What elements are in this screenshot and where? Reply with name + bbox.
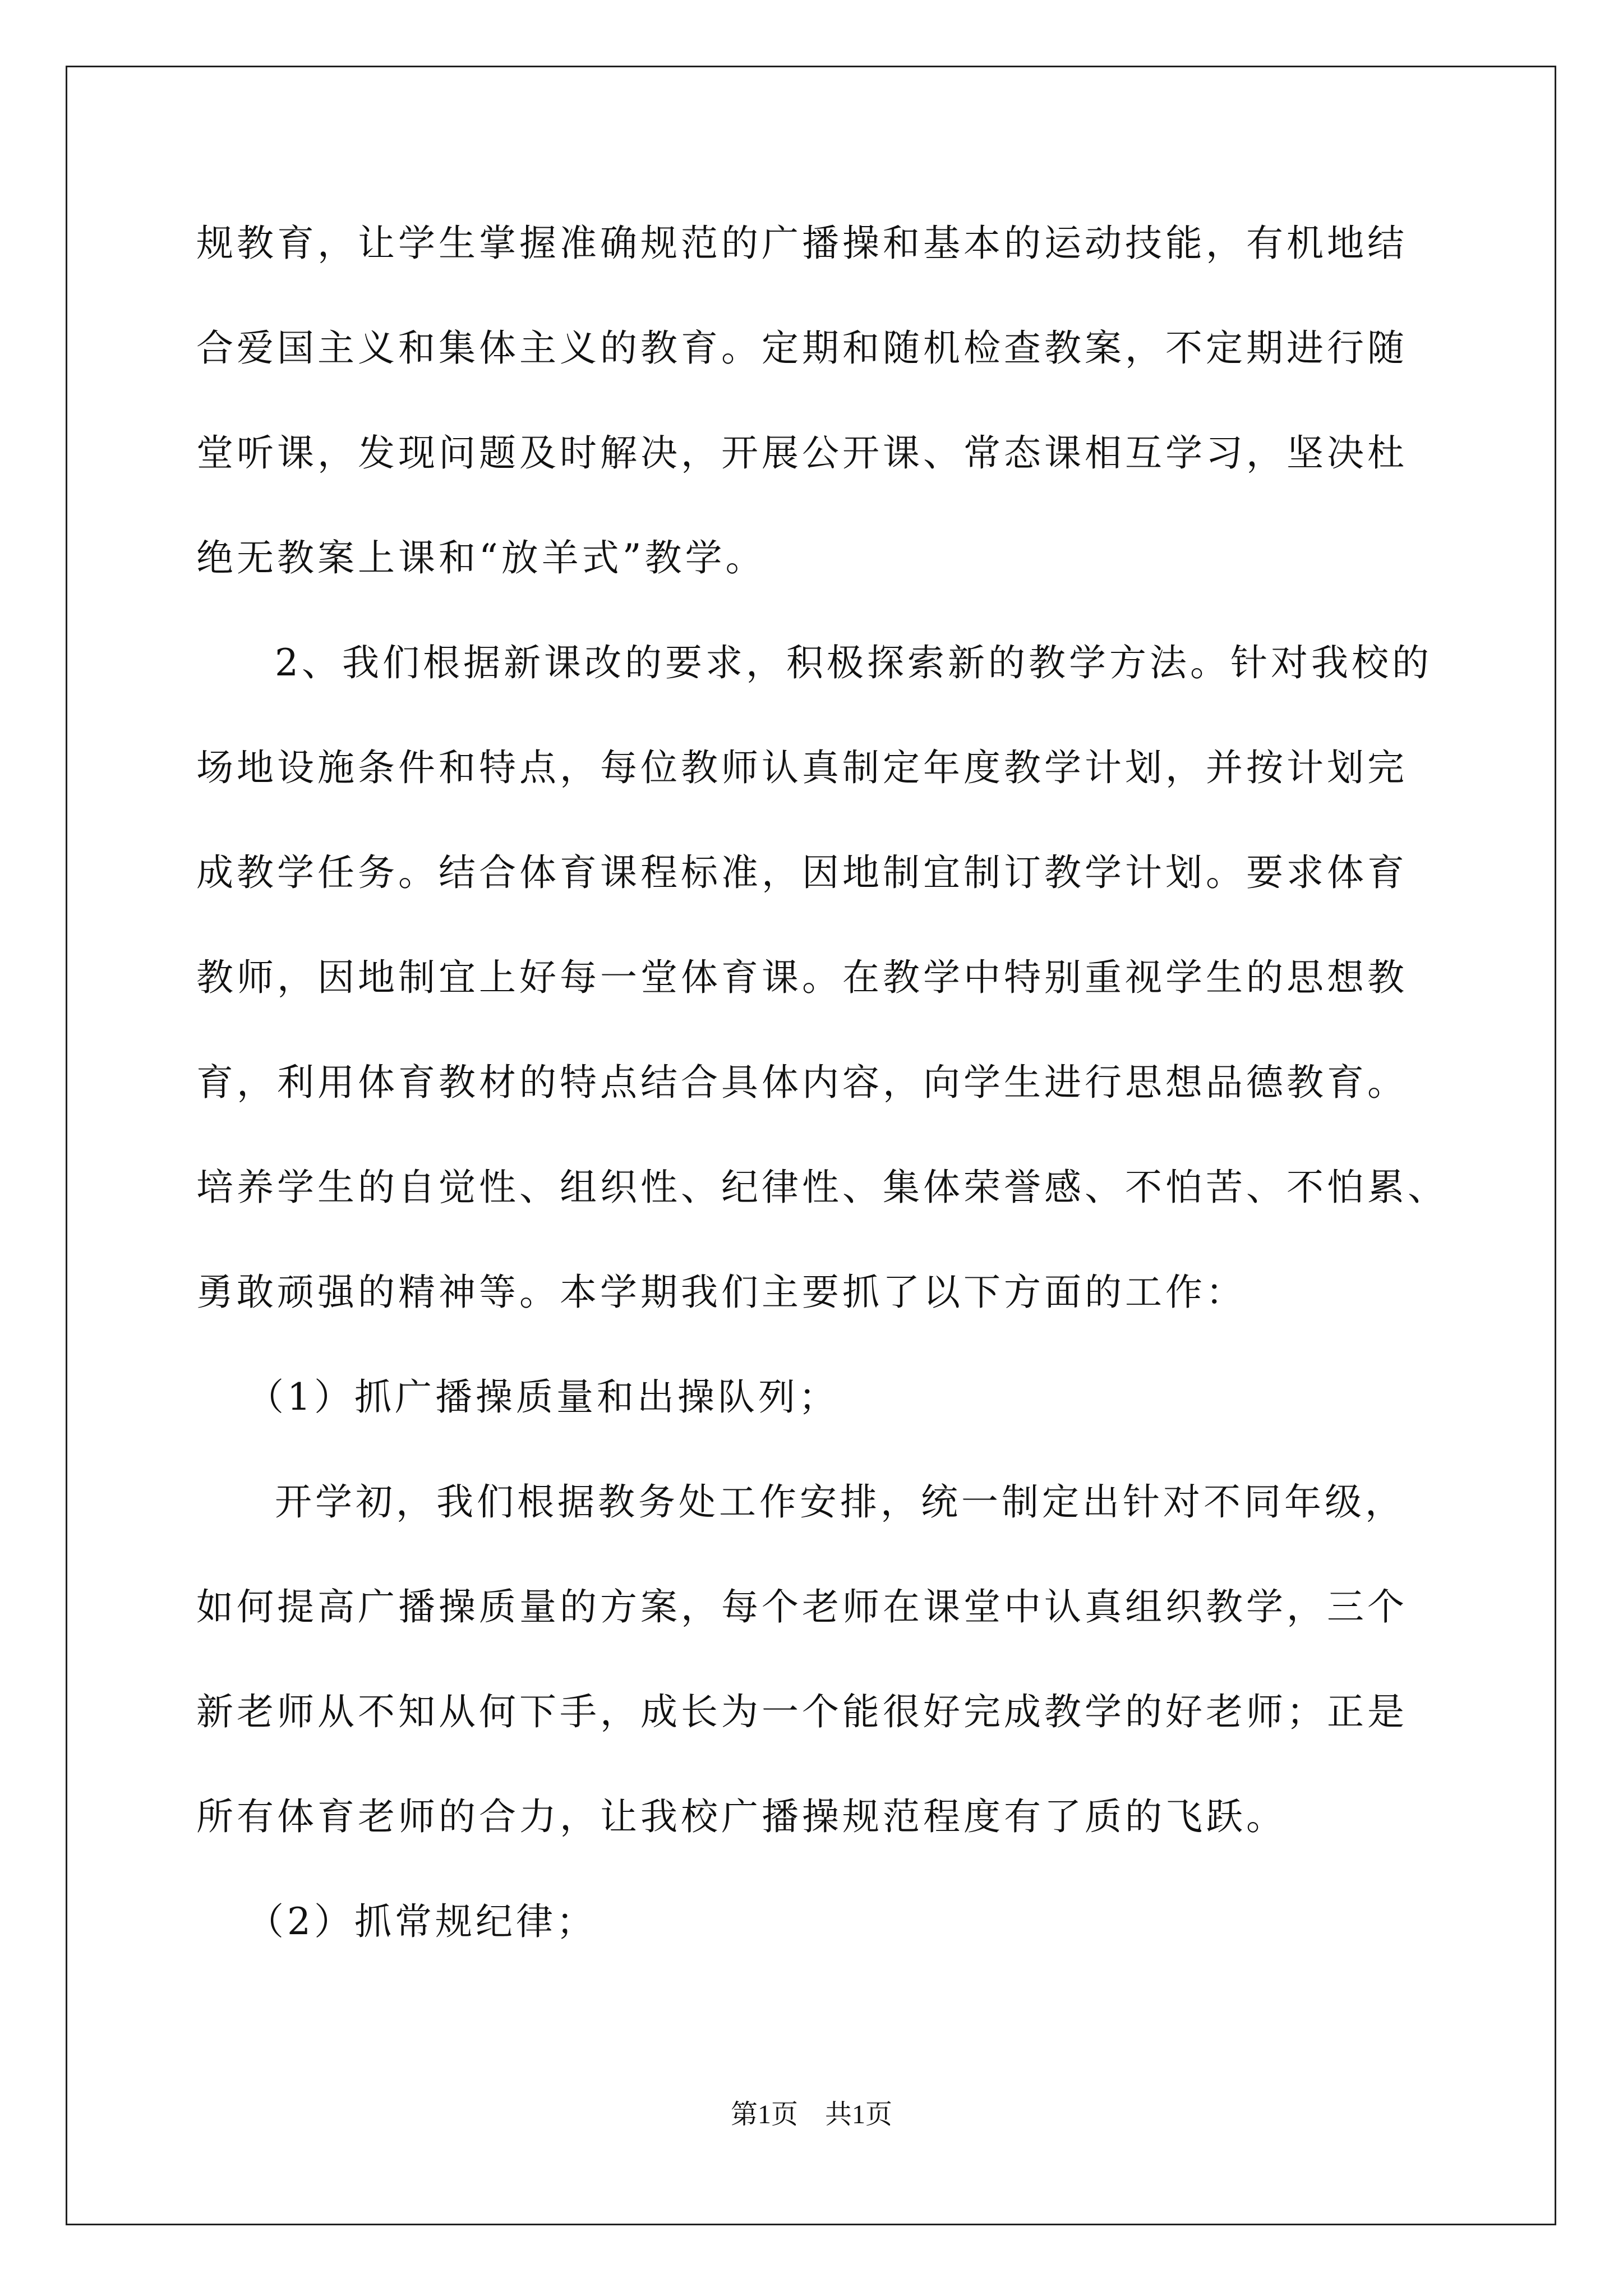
body-line: 规教育，让学生掌握准确规范的广播操和基本的运动技能，有机地结 — [196, 222, 1408, 265]
body-line: 开学初，我们根据教务处工作安排，统一制定出针对不同年级， — [275, 1480, 1405, 1524]
body-line: 教师，因地制宜上好每一堂体育课。在教学中特别重视学生的思想教 — [196, 956, 1408, 999]
section-heading: （2）抓常规纪律； — [247, 1900, 597, 1943]
body-line: 成教学任务。结合体育课程标准，因地制宜制订教学计划。要求体育 — [196, 851, 1408, 894]
body-line: 2、我们根据新课改的要求，积极探索新的教学方法。针对我校的 — [275, 641, 1432, 684]
body-line: 所有体育老师的合力，让我校广播操规范程度有了质的飞跃。 — [196, 1795, 1287, 1838]
body-line: 绝无教案上课和“放羊式”教学。 — [196, 536, 766, 579]
body-line: 场地设施条件和特点，每位教师认真制定年度教学计划，并按计划完 — [196, 746, 1408, 789]
body-line: 堂听课，发现问题及时解决，开展公开课、常态课相互学习，坚决杜 — [196, 431, 1408, 475]
body-line: 合爱国主义和集体主义的教育。定期和随机检查教案，不定期进行随 — [196, 326, 1408, 370]
body-line: 育，利用体育教材的特点结合具体内容，向学生进行思想品德教育。 — [196, 1061, 1408, 1104]
body-line: 如何提高广播操质量的方案，每个老师在课堂中认真组织教学，三个 — [196, 1585, 1408, 1628]
body-line: 勇敢顽强的精神等。本学期我们主要抓了以下方面的工作： — [196, 1271, 1246, 1314]
section-heading: （1）抓广播操质量和出操队列； — [247, 1375, 839, 1419]
page-footer: 第1页 共1页 — [730, 2100, 892, 2129]
body-line: 新老师从不知从何下手，成长为一个能很好完成教学的好老师；正是 — [196, 1690, 1408, 1733]
body-line: 培养学生的自觉性、组织性、纪律性、集体荣誉感、不怕苦、不怕累、 — [196, 1166, 1448, 1209]
